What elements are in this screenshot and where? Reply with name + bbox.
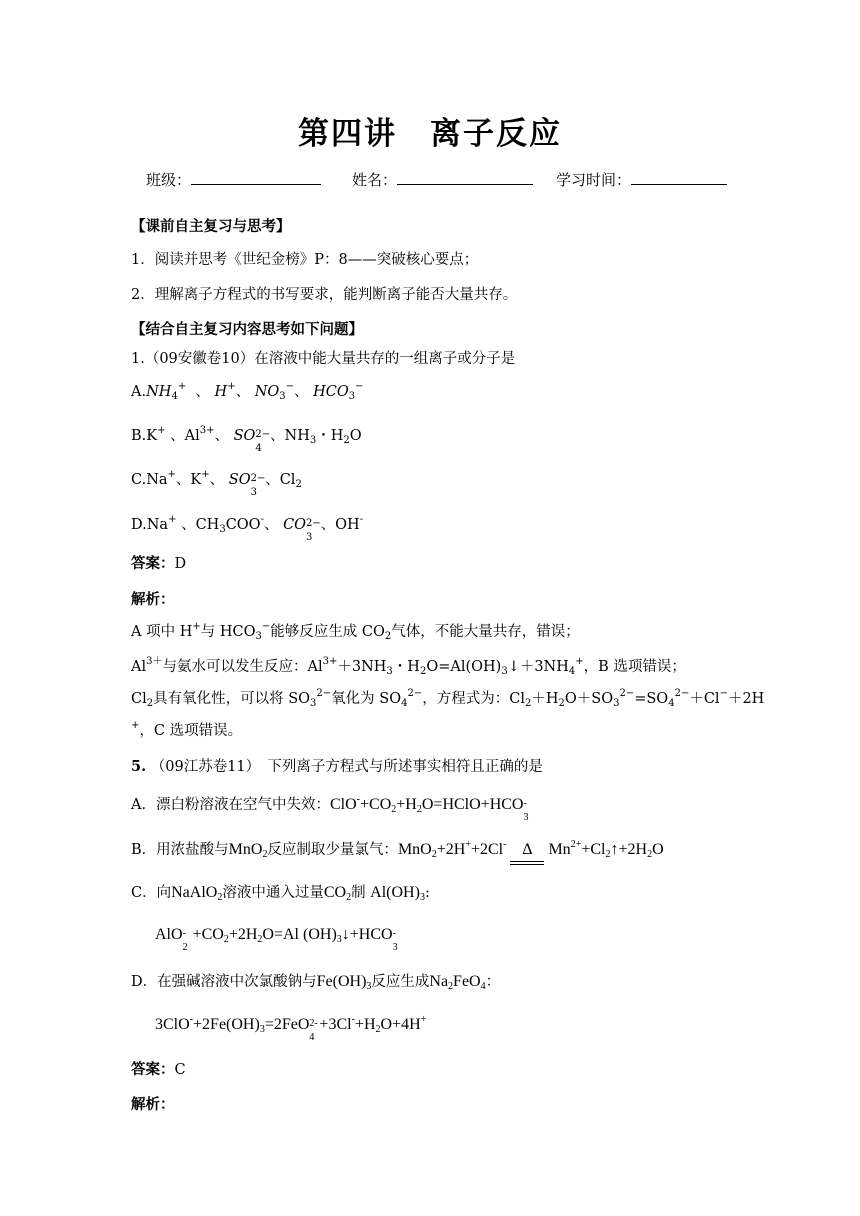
section1-heading: 【课前自主复习与思考】 [131, 218, 291, 235]
q5-option-d-formula: $3ClO^-+2Fe(OH)_3=2FeO$ 2- 4 $+3Cl^-+H_2O+4H^+$ [155, 1014, 427, 1043]
q1-stem: 1.（09安徽卷10）在溶液中能大量共存的一组离子或分子是 [131, 351, 516, 367]
section1-item1: 1．阅读并思考《世纪金榜》P：8——突破核心要点； [131, 252, 479, 268]
name-blank[interactable] [397, 168, 533, 185]
q1-option-d: D.Na+ 、$CH_3COO^-$、 CO 2− 3 、OH- [131, 514, 364, 543]
q1-option-b: B.K+ 、$Al^{3+}$、 SO 2− 4 、$NH_3$・$H_2O$ [131, 425, 362, 454]
time-label: 学习时间： [556, 171, 632, 189]
time-blank[interactable] [631, 168, 727, 185]
time-field [556, 168, 727, 190]
q1-option-a: $A.NH_4^+$ 、 H+、 $NO_3^-$、 $HCO_3^-$ [131, 381, 364, 402]
q5-option-d: D．在强碱溶液中次氯酸钠与$Fe(OH)_3$反应生成$Na_2FeO_4$： [131, 973, 501, 992]
page-title: 第四讲 离子反应 [298, 116, 562, 152]
q5-answer: 答案：C [131, 1061, 186, 1078]
q1-answer: 答案：D [131, 555, 187, 572]
q1-analysis-line1: A 项中 H+与 $HCO_3^-$能够反应生成 $CO_2$气体，不能大量共存，错误； [131, 621, 580, 642]
section1-item2: 2．理解离子方程式的书写要求，能判断离子能否大量共存。 [131, 287, 518, 303]
q5-analysis-label: 解析： [131, 1096, 175, 1113]
q5-option-c-formula: AlO - 2 $+CO_2+2H_2O=Al$ $(OH)_3↓+HCO$ - 3 [155, 926, 398, 953]
q1-analysis-label: 解析： [131, 591, 175, 608]
section2-heading: 【结合自主复习内容思考如下问题】 [131, 321, 363, 338]
q5-option-c: C．向NaAlO$_2$溶液中通入过量$CO_2$制 $Al(OH)_3$: [131, 884, 430, 903]
class-label: 班级： [146, 171, 192, 189]
q1-analysis-line4: +，C 选项错误。 [131, 720, 243, 739]
q5-stem: 5. （09江苏卷11） 下列离子方程式与所述事实相符且正确的是 [131, 758, 543, 775]
delta-symbol: Δ [522, 841, 533, 858]
class-blank[interactable] [191, 168, 321, 185]
q1-analysis-line3: $Cl_2$具有氧化性，可以将 $SO_3^{2-}$氧化为 $SO_4^{2-}$，方程式为：$Cl_2+H_2O+SO_3^{2-}=SO_4^{2-}+Cl^-+2H$ [131, 688, 765, 709]
q1-analysis-line2: $Al^{3+}$与氨水可以发生反应：$Al^{3+}+3NH_3$・$H_2O=Al(OH)_3↓+3NH_4^+$，B 选项错误； [131, 656, 686, 677]
q5-option-b: B．用浓盐酸与MnO$_2$反应制取少量氯气：MnO$_2$+2H++2Cl- Δ $Mn^{2+}+Cl_2↑+2H_2O$ [131, 838, 664, 865]
name-label: 姓名： [352, 171, 398, 189]
name-field [352, 168, 533, 190]
q1-option-c: C.Na+、K+、 SO 2− 3 、$Cl_2$ [131, 469, 302, 498]
class-field [146, 168, 321, 190]
q5-option-a: A．漂白粉溶液在空气中失效：$ClO^-+CO_2+H_2O=HClO+HCO$ - 3 [131, 794, 529, 823]
